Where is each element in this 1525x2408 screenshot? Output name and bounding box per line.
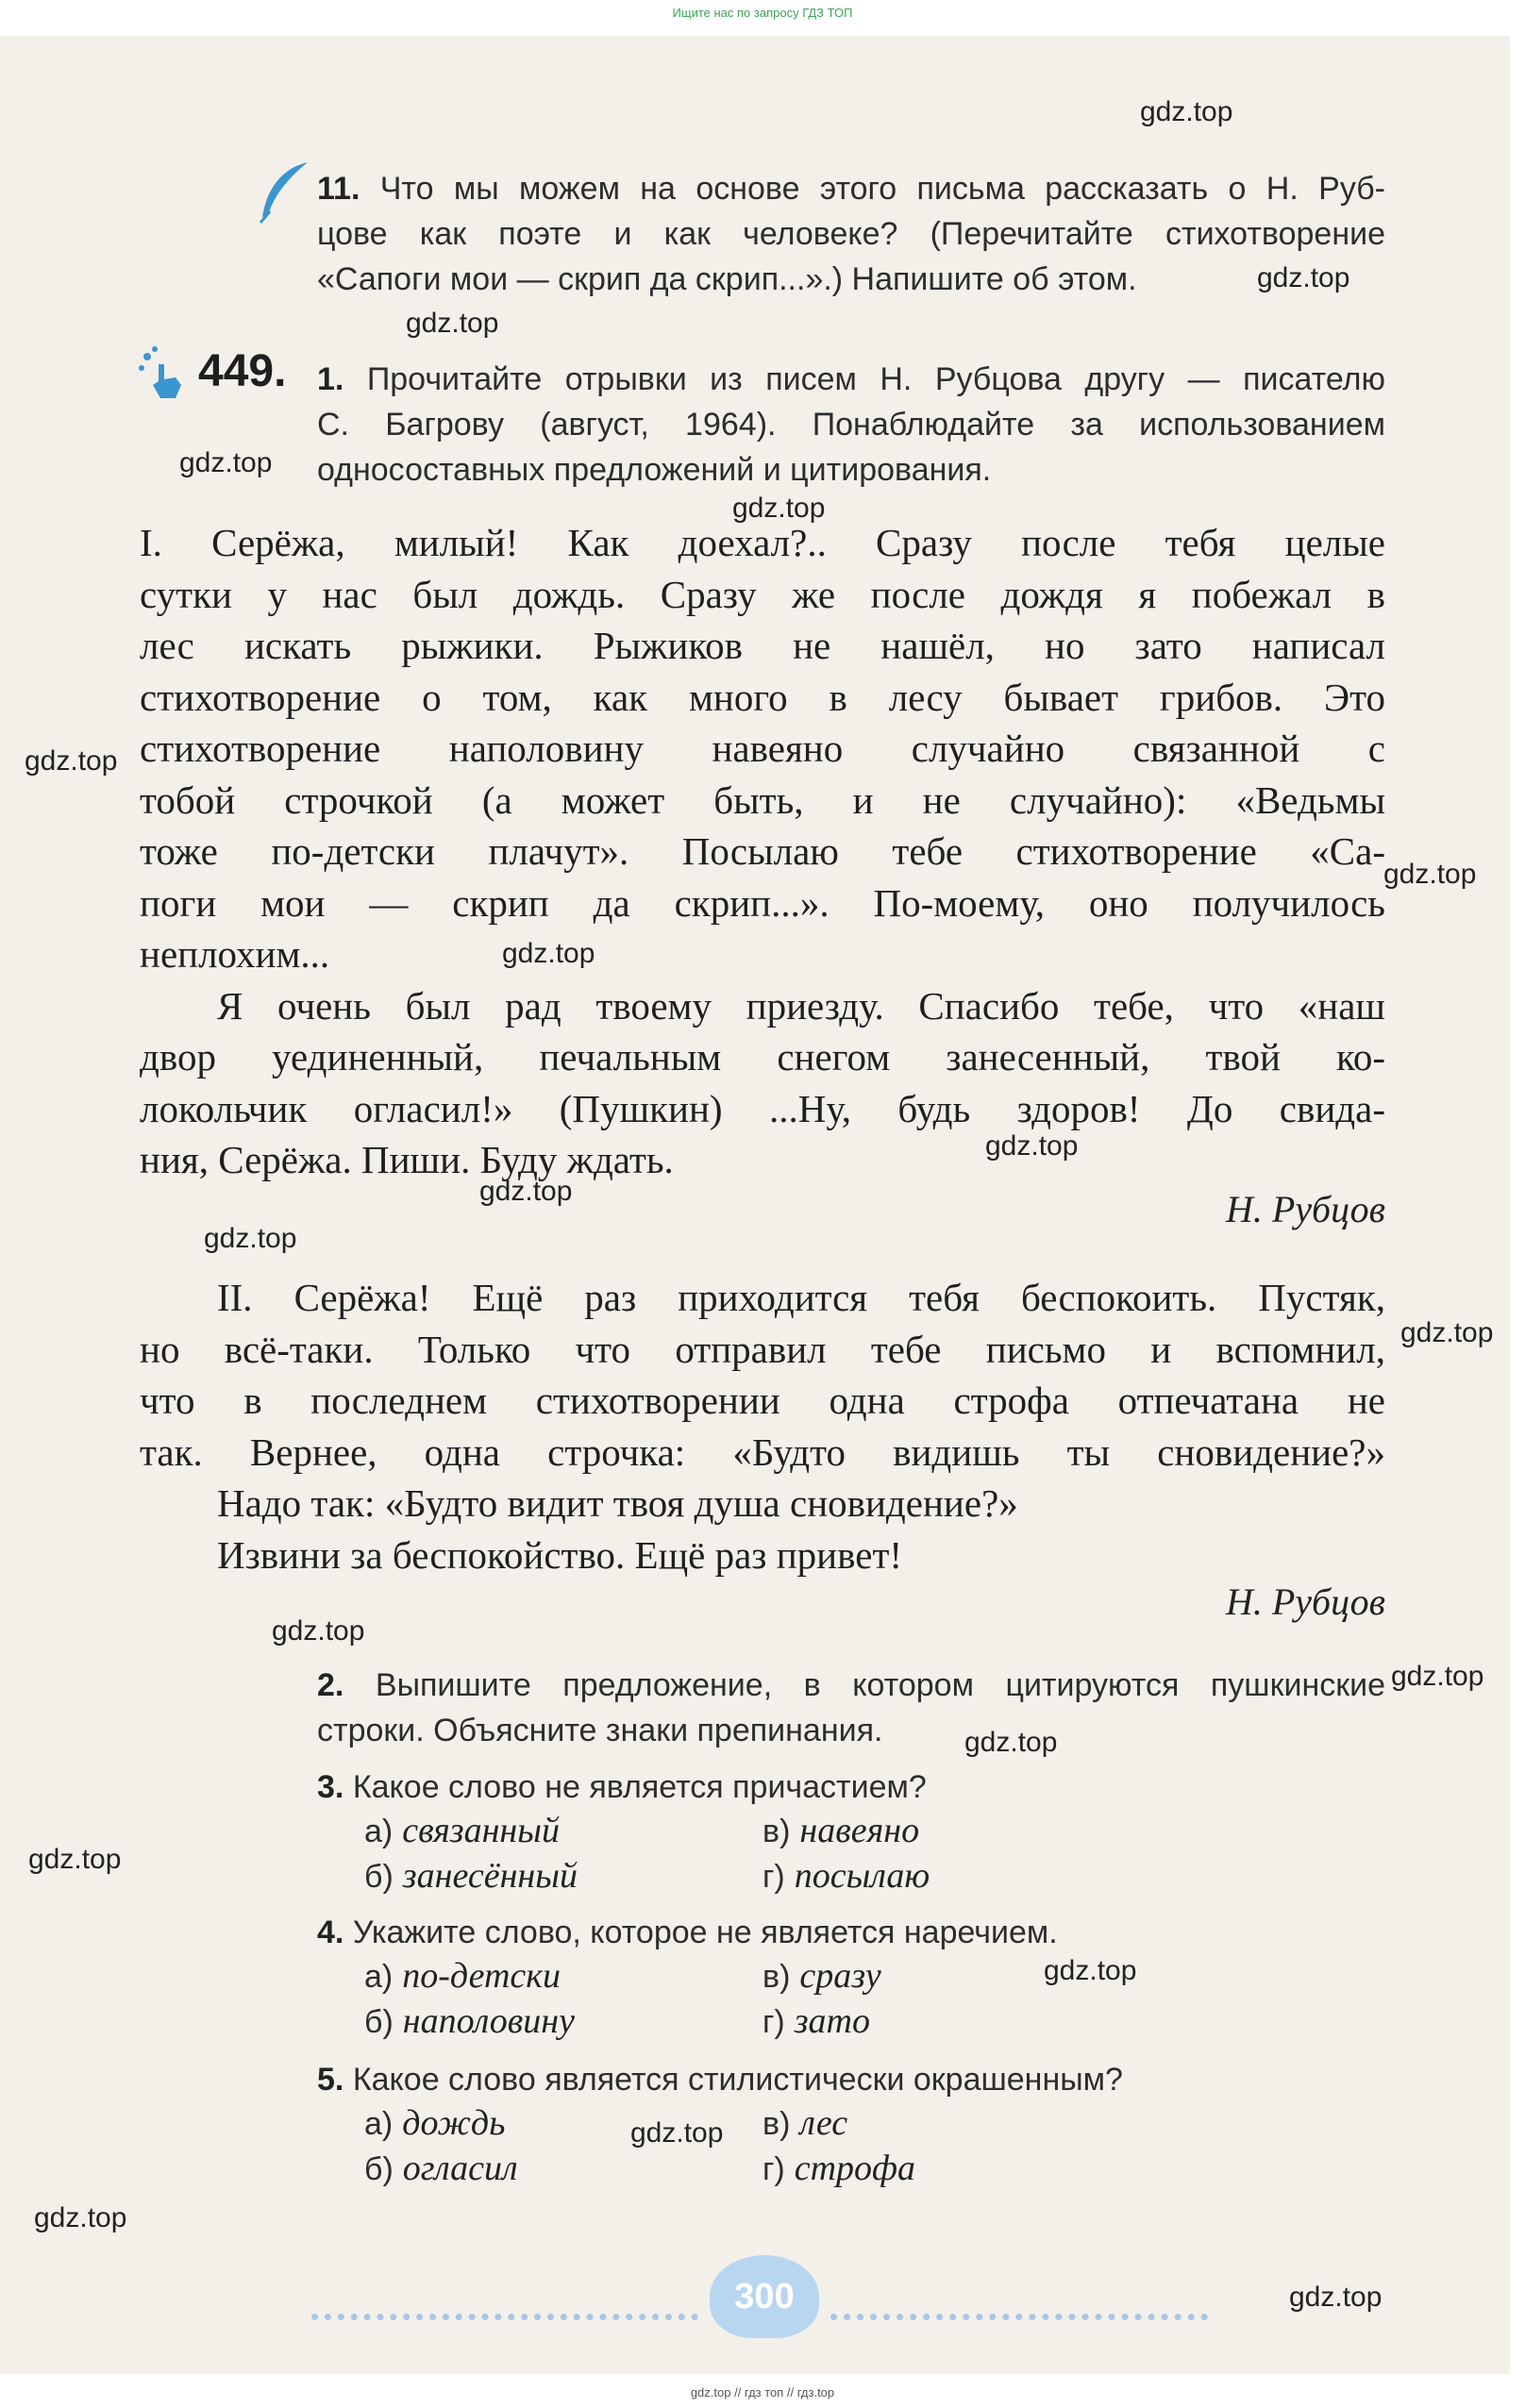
watermark[interactable]: gdz.top <box>502 938 595 969</box>
task-3-number: 3. <box>317 1769 344 1805</box>
task-4-option-a[interactable]: а) по-детски <box>364 1956 561 1996</box>
top-banner[interactable]: Ищите нас по запросу ГДЗ ТОП <box>672 6 853 20</box>
footer-link[interactable]: gdz.top // гдз топ // гдз.top <box>690 2385 835 2400</box>
letter-1-line: лес искать рыжики. Рыжиков не нашёл, но зато написал <box>140 624 1385 667</box>
watermark[interactable]: gdz.top <box>406 308 499 339</box>
task-5-question <box>317 2057 1123 2102</box>
watermark[interactable]: gdz.top <box>25 745 118 777</box>
letter-1-line: стихотворение о том, как много в лесу бывает грибов. Это <box>140 675 1385 719</box>
watermark[interactable]: gdz.top <box>1257 262 1350 293</box>
task-4-option-b[interactable]: б) наполовину <box>364 2001 575 2041</box>
letter-1-line: двор уединенный, печальным снегом занесенный, твой ко- <box>140 1035 1385 1079</box>
task-3-option-b[interactable]: б) занесённый <box>364 1856 578 1896</box>
tap-hand-icon <box>134 343 191 400</box>
task-3-question <box>317 1764 927 1810</box>
letter-1-line: I. Серёжа, милый! Как доехал?.. Сразу после тебя целые <box>140 521 1385 564</box>
watermark[interactable]: gdz.top <box>630 2117 724 2149</box>
task-2-line: строки. Объясните знаки препинания. <box>317 1713 883 1748</box>
letter-2-line: Надо так: «Будто видит твоя душа сновидение?» <box>217 1481 1018 1525</box>
task-3-question-text: Какое слово не является причастием? <box>352 1769 927 1805</box>
letter-1 <box>140 517 1385 1186</box>
watermark[interactable]: gdz.top <box>179 447 273 478</box>
task-5-question-text: Какое слово является стилистически окрашенным? <box>352 2062 1123 2098</box>
letter-1-line: тобой строчкой (а может быть, и не случайно): «Ведьмы <box>140 778 1385 822</box>
watermark[interactable]: gdz.top <box>1044 1955 1137 1986</box>
letter-1-line: сутки у нас был дождь. Сразу же после дождя я побежал в <box>140 572 1385 616</box>
watermark[interactable]: gdz.top <box>985 1130 1079 1162</box>
watermark[interactable]: gdz.top <box>1400 1317 1494 1348</box>
task-5-option-a[interactable]: а) дождь <box>364 2103 506 2143</box>
footer-dots-left <box>311 2314 698 2320</box>
watermark[interactable]: gdz.top <box>964 1727 1058 1758</box>
letter-1-line: стихотворение наполовину навеяно случайно связанной с <box>140 727 1385 770</box>
task-11-line: «Сапоги мои — скрип да скрип...».) Напишите об этом. <box>317 261 1137 297</box>
task-5-option-b[interactable]: б) огласил <box>364 2149 518 2188</box>
task-1-line: односоставных предложений и цитирования. <box>317 452 992 488</box>
task-4-question-text: Укажите слово, которое не является наречием. <box>352 1915 1058 1950</box>
letter-1-line: Я очень был рад твоему приезду. Спасибо тебе, что «наш <box>217 983 1385 1028</box>
page-number: 300 <box>710 2255 819 2338</box>
letter-1-line: ния, Серёжа. Пиши. Буду ждать. <box>140 1138 674 1181</box>
task-2-number: 2. <box>317 1667 344 1703</box>
exercise-task-1 <box>317 357 1385 493</box>
task-4-option-v[interactable]: в) сразу <box>762 1956 881 1996</box>
watermark[interactable]: gdz.top <box>272 1615 365 1647</box>
letter-2-signature: Н. Рубцов <box>1225 1580 1385 1623</box>
letter-2-line: так. Вернее, одна строчка: «Будто видишь ты сновидение?» <box>140 1430 1385 1474</box>
task-4-question <box>317 1910 1058 1955</box>
task-5-number: 5. <box>317 2062 344 2098</box>
letter-2-line: что в последнем стихотворении одна строфа отпечатана не <box>140 1379 1385 1422</box>
letter-1-line: локольчик огласил!» (Пушкин) ...Ну, будь здоров! До свида- <box>140 1086 1385 1130</box>
task-3-option-g[interactable]: г) посылаю <box>762 1856 930 1896</box>
footer-dots-right <box>830 2314 1208 2320</box>
watermark[interactable]: gdz.top <box>34 2202 127 2233</box>
feather-pen-icon <box>253 159 313 226</box>
watermark[interactable]: gdz.top <box>28 1844 122 1875</box>
watermark[interactable]: gdz.top <box>204 1223 297 1254</box>
exercise-number: 449. <box>198 346 287 396</box>
watermark[interactable]: gdz.top <box>1391 1661 1484 1692</box>
task-11 <box>317 166 1385 302</box>
task-11-line: цове как поэте и как человеке? (Перечитайте стихотворение <box>317 216 1385 252</box>
letter-1-line: неплохим... <box>140 932 330 976</box>
task-2-line: Выпишите предложение, в котором цитируются пушкинские <box>375 1667 1386 1703</box>
task-2 <box>317 1663 1385 1753</box>
watermark[interactable]: gdz.top <box>732 493 826 524</box>
watermark[interactable]: gdz.top <box>479 1176 573 1207</box>
watermark[interactable]: gdz.top <box>1140 96 1233 127</box>
task-1-line: Прочитайте отрывки из писем Н. Рубцова другу — писателю <box>366 361 1385 397</box>
letter-2 <box>140 1272 1385 1580</box>
letter-1-line: тоже по-детски плачут». Посылаю тебе стихотворение «Са- <box>140 829 1385 873</box>
letter-2-line: II. Серёжа! Ещё раз приходится тебя беспокоить. Пустяк, <box>217 1276 1385 1319</box>
letter-1-signature: Н. Рубцов <box>1225 1188 1385 1230</box>
task-5-option-v[interactable]: в) лес <box>762 2103 848 2143</box>
task-4-number: 4. <box>317 1915 344 1950</box>
task-4-option-g[interactable]: г) зато <box>762 2001 871 2041</box>
letter-1-line: поги мои — скрип да скрип...». По-моему, оно получилось <box>140 880 1385 925</box>
letter-2-line: Извини за беспокойство. Ещё раз привет! <box>217 1532 903 1577</box>
letter-2-line: но всё-таки. Только что отправил тебе письмо и вспомнил, <box>140 1327 1385 1371</box>
task-5-option-g[interactable]: г) строфа <box>762 2149 916 2188</box>
task-11-line: Что мы можем на основе этого письма рассказать о Н. Руб- <box>379 171 1385 207</box>
task-3-option-v[interactable]: в) навеяно <box>762 1811 920 1850</box>
task-1-line: С. Багрову (август, 1964). Понаблюдайте за использованием <box>317 407 1385 443</box>
task-1-number: 1. <box>317 361 344 397</box>
task-11-number: 11. <box>317 171 360 207</box>
watermark[interactable]: gdz.top <box>1289 2282 1383 2313</box>
watermark[interactable]: gdz.top <box>1383 859 1477 890</box>
task-3-option-a[interactable]: а) связанный <box>364 1811 561 1850</box>
